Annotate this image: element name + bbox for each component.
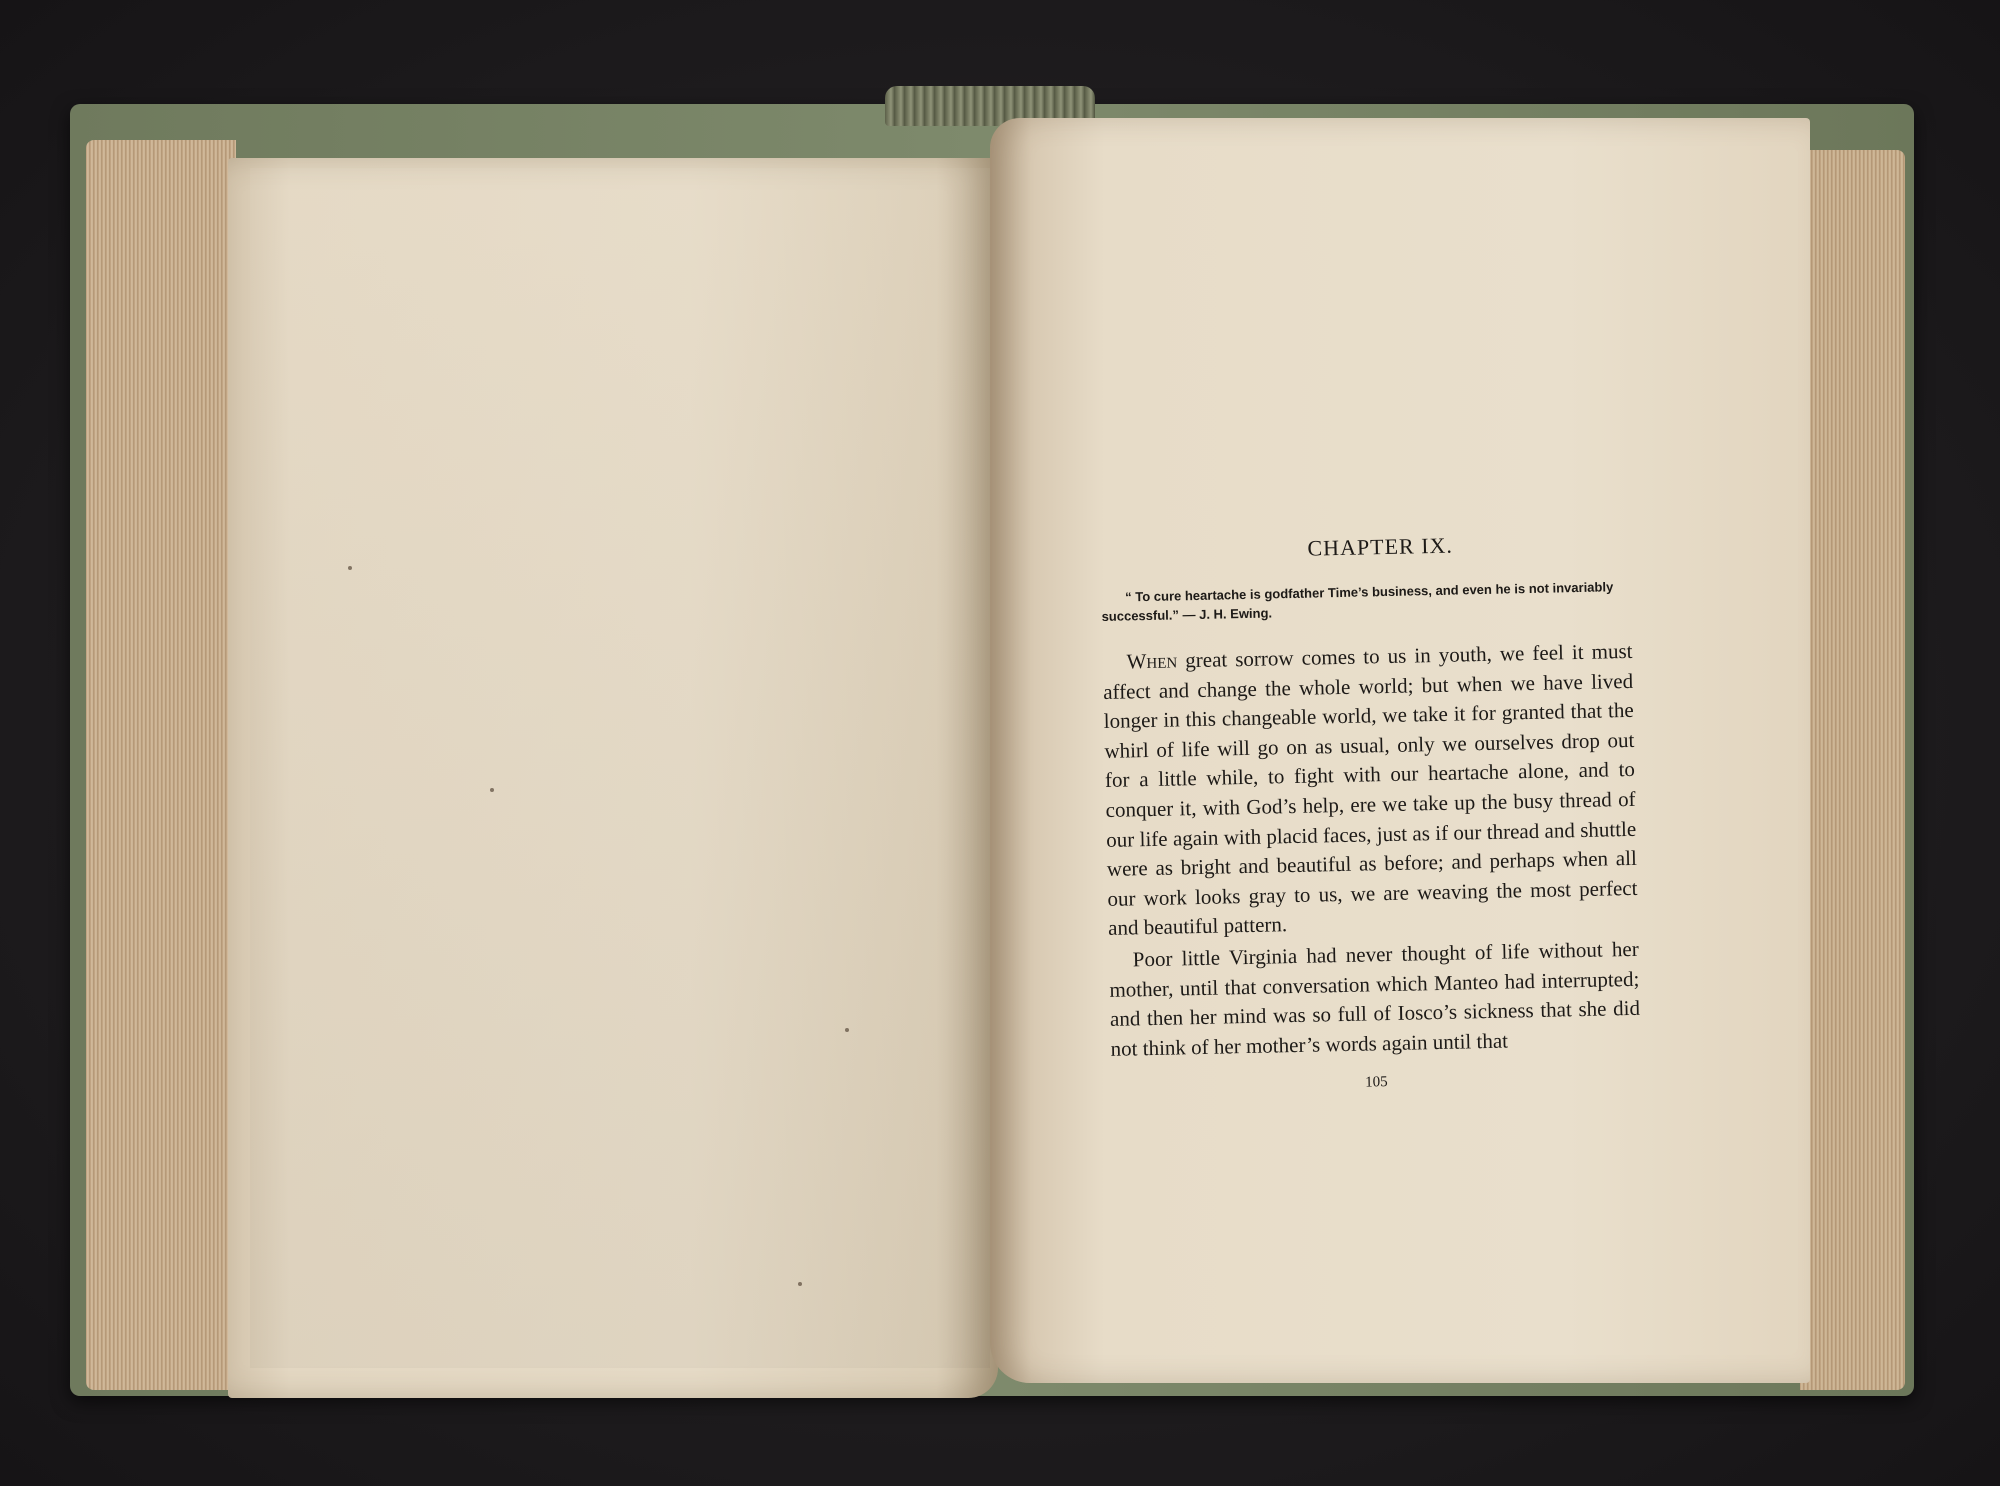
page-text-block — [1100, 529, 1642, 1097]
epigraph: “ To cure heartache is godfather Time’s business, and even he is not invariably successful.” — J. H. Ewing. — [1101, 579, 1614, 624]
paper-speck — [348, 566, 352, 570]
left-page-surface — [250, 168, 990, 1368]
left-page-edges — [86, 140, 236, 1390]
paper-speck — [845, 1028, 849, 1032]
right-page-edges — [1800, 150, 1905, 1390]
paper-speck — [490, 788, 494, 792]
paragraph-1-text: great sorrow comes to us in youth, we feel it must affect and change the whole world; but when we have lived longer in this changeable world, we take it for granted that the whirl of life will go on as usual, only we ourselves drop out for a little while, to fight with our heartache alone, and to conquer it, with God’s help, ere we take up the busy thread of our life again with placid faces, just as if our thread and shuttle were as bright and beautiful as before; and perhaps when all our work looks gray to us, we are weaving the most perfect and beautiful pattern. — [1102, 638, 1638, 941]
paragraph-1 — [1102, 637, 1638, 944]
paragraph-1-lead-word: When — [1126, 648, 1178, 674]
paragraph-2: Poor little Virginia had never thought of life without her mother, until that conversation which Manteo had interrupted; and then her mind was so full of Iosco’s sickness that she did not think of her mother’s words again until that — [1109, 936, 1641, 1061]
page-number: 105 — [1365, 1074, 1388, 1091]
paper-speck — [798, 1282, 802, 1286]
chapter-title: CHAPTER IX. — [1307, 532, 1454, 561]
